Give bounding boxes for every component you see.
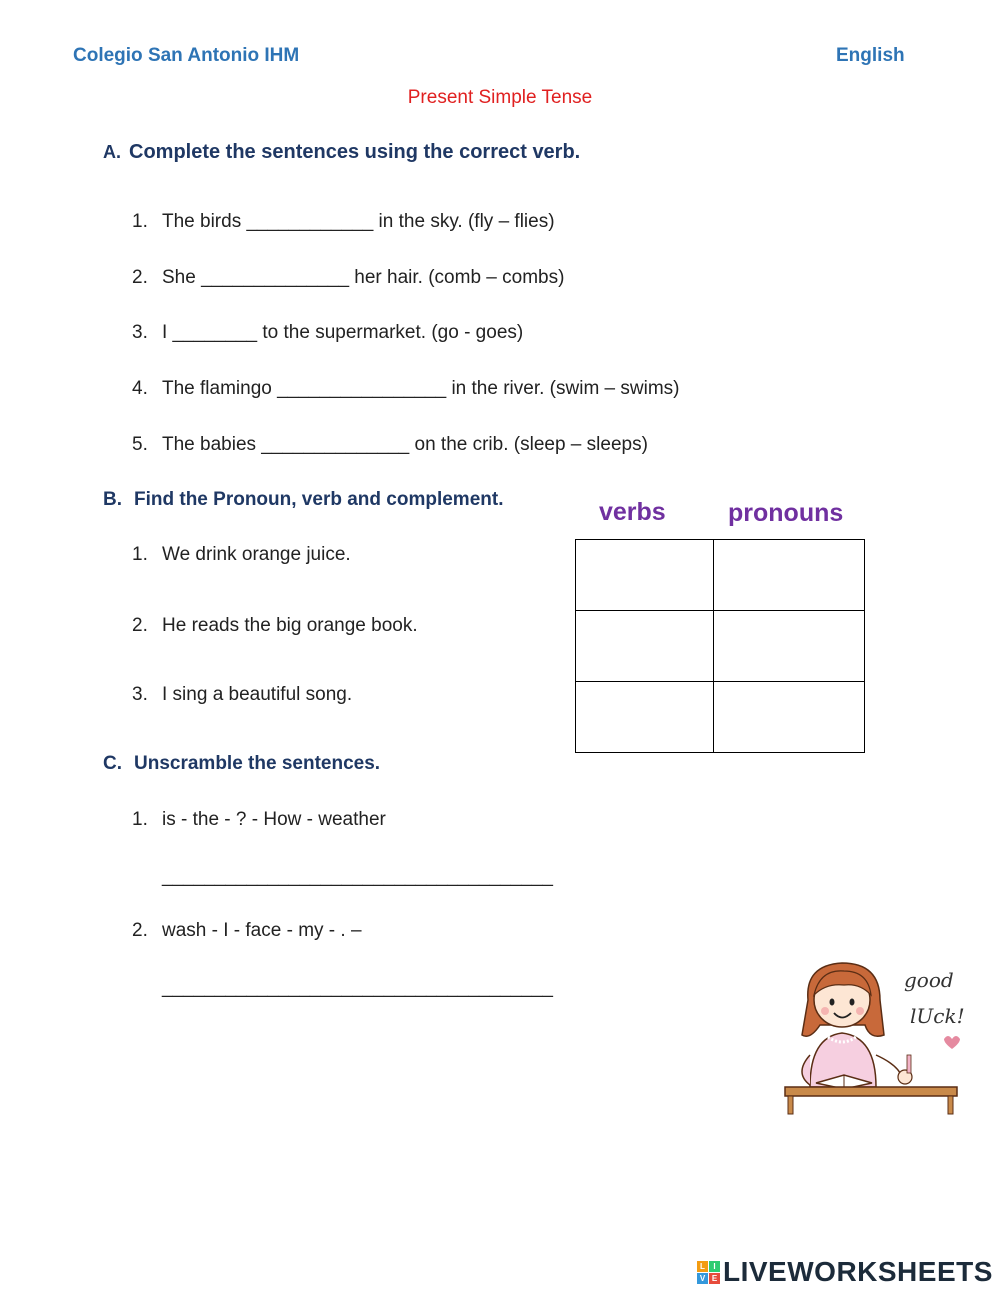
section-b-heading bbox=[103, 489, 503, 511]
answer-cell[interactable] bbox=[714, 611, 865, 682]
liveworksheets-logo bbox=[697, 1256, 993, 1288]
subject-label: English bbox=[836, 45, 905, 66]
section-a-heading bbox=[103, 141, 580, 164]
answer-cell[interactable] bbox=[576, 611, 714, 682]
list-item: 3. I sing a beautiful song. bbox=[132, 684, 353, 705]
section-a-letter: A. bbox=[103, 142, 121, 162]
list-item: 5. The babies ______________ on the crib. (sleep – sleeps) bbox=[132, 434, 648, 455]
logo-mark-icon: L I V E bbox=[697, 1261, 720, 1284]
list-item: 2. wash - I - face - my - . – bbox=[132, 920, 362, 941]
school-name: Colegio San Antonio IHM bbox=[73, 45, 300, 66]
answer-cell[interactable] bbox=[576, 540, 714, 611]
answer-cell[interactable] bbox=[576, 682, 714, 753]
answer-line[interactable]: _____________________________________ bbox=[162, 866, 553, 887]
brand-name: LIVEWORKSHEETS bbox=[723, 1256, 993, 1287]
handwriting-luck: lUck! bbox=[910, 1004, 965, 1028]
answer-cell[interactable] bbox=[714, 540, 865, 611]
list-item: 2. She ______________ her hair. (comb – combs) bbox=[132, 267, 565, 288]
section-c-heading bbox=[103, 753, 380, 775]
list-item: 3. I ________ to the supermarket. (go - goes) bbox=[132, 322, 524, 343]
section-c-letter: C. bbox=[103, 753, 122, 774]
list-item: 2. He reads the big orange book. bbox=[132, 615, 418, 636]
section-a-title: Complete the sentences using the correct verb. bbox=[129, 141, 581, 163]
list-item: 1. We drink orange juice. bbox=[132, 544, 351, 565]
list-item: 1. is - the - ? - How - weather bbox=[132, 809, 386, 830]
list-item: 1. The birds ____________ in the sky. (fly – flies) bbox=[132, 211, 555, 232]
section-c-title: Unscramble the sentences. bbox=[134, 753, 381, 774]
list-item: 4. The flamingo ________________ in the river. (swim – swims) bbox=[132, 378, 680, 399]
answer-cell[interactable] bbox=[714, 682, 865, 753]
worksheet-title: Present Simple Tense bbox=[407, 87, 593, 108]
column-header-pronouns: pronouns bbox=[728, 499, 844, 527]
handwriting-good: good bbox=[904, 968, 954, 992]
section-b-letter: B. bbox=[103, 489, 122, 510]
answer-grid bbox=[575, 539, 865, 753]
answer-line[interactable]: _____________________________________ bbox=[162, 977, 553, 998]
section-b-title: Find the Pronoun, verb and complement. bbox=[134, 489, 504, 510]
column-header-verbs: verbs bbox=[599, 498, 666, 526]
good-luck-girl-illustration bbox=[780, 955, 970, 1120]
